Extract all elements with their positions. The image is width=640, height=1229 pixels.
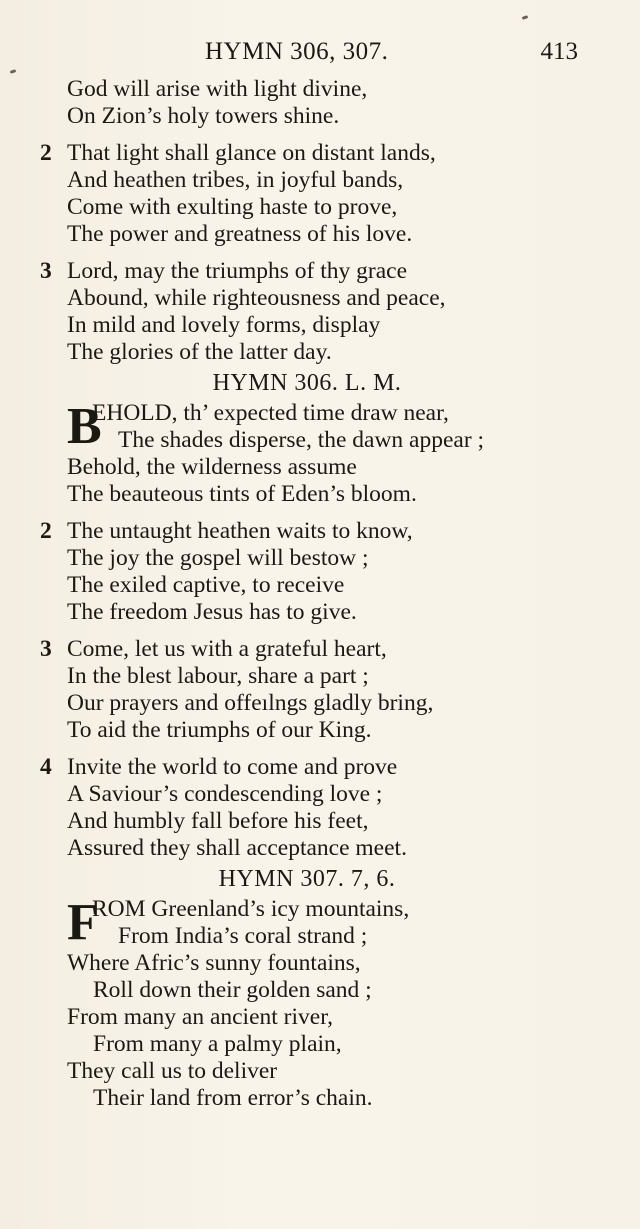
- verse-line: Come with exulting haste to prove,: [67, 194, 398, 220]
- verse: [40, 636, 600, 744]
- verse-line: On Zion’s holy towers shine.: [67, 103, 340, 129]
- verse-line: The freedom Jesus has to give.: [67, 599, 357, 625]
- verse: [40, 258, 600, 366]
- verse-line: The glories of the latter day.: [67, 339, 332, 365]
- verse-line: The power and greatness of his love.: [67, 221, 413, 247]
- verse-line: Lord, may the triumphs of thy grace: [67, 258, 408, 284]
- hymn-307: [40, 862, 600, 1112]
- verse-line: To aid the triumphs of our King.: [67, 717, 372, 743]
- hymn-306: [40, 366, 600, 862]
- verse-number: 2: [40, 518, 52, 544]
- verse-number: 4: [40, 754, 52, 780]
- verse-line: Our prayers and offeılngs gladly bring,: [67, 690, 434, 716]
- ink-mark: [10, 69, 17, 74]
- verse-number: 3: [40, 258, 52, 284]
- verse-line: From India’s coral strand ;: [118, 923, 368, 949]
- verse-line: The beauteous tints of Eden’s bloom.: [67, 481, 417, 507]
- verse-line: Invite the world to come and prove: [67, 754, 398, 780]
- running-title: HYMN 306, 307.: [205, 38, 389, 65]
- verse-number: 2: [40, 140, 52, 166]
- verse: [40, 518, 600, 626]
- hymn-title: HYMN 307. 7, 6.: [218, 866, 396, 892]
- verse-line: The exiled captive, to receive: [67, 572, 345, 598]
- page-content: [40, 76, 600, 1112]
- verse-line: The joy the gospel will bestow ;: [67, 545, 369, 571]
- verse-line: The shades disperse, the dawn appear ;: [118, 427, 485, 453]
- verse-line: They call us to deliver: [67, 1058, 278, 1084]
- verse-line: ROM Greenland’s icy mountains,: [92, 896, 410, 922]
- verse-line: Come, let us with a grateful heart,: [67, 636, 387, 662]
- verse-line: In the blest labour, share a part ;: [67, 663, 369, 689]
- verse-line: Assured they shall acceptance meet.: [67, 835, 407, 861]
- page-header: [0, 38, 640, 68]
- verse-line: Their land from error’s chain.: [93, 1085, 373, 1111]
- hymn-305-end: [40, 76, 600, 366]
- page-number: 413: [540, 38, 578, 65]
- hymn-title: HYMN 306. L. M.: [212, 370, 402, 396]
- verse-line: From many a palmy plain,: [93, 1031, 342, 1057]
- verse-line: Behold, the wilderness assume: [67, 454, 357, 480]
- verse-line: From many an ancient river,: [67, 1004, 333, 1030]
- verse-line: God will arise with light divine,: [67, 76, 368, 102]
- drop-cap: F: [67, 894, 99, 951]
- verse-line: The untaught heathen waits to know,: [67, 518, 413, 544]
- verse-line: And heathen tribes, in joyful bands,: [67, 167, 404, 193]
- verse: [40, 140, 600, 248]
- verse-line: Where Afric’s sunny fountains,: [67, 950, 361, 976]
- verse-line: In mild and lovely forms, display: [67, 312, 381, 338]
- verse-number: 3: [40, 636, 52, 662]
- verse-line: A Saviour’s condescending love ;: [67, 781, 383, 807]
- verse: [40, 754, 600, 862]
- verse-line: And humbly fall before his feet,: [67, 808, 369, 834]
- verse-line: That light shall glance on distant lands,: [67, 140, 436, 166]
- ink-mark: [522, 15, 529, 20]
- verse-line: Abound, while righteousness and peace,: [67, 285, 446, 311]
- verse-line: Roll down their golden sand ;: [93, 977, 372, 1003]
- drop-cap: B: [67, 398, 102, 455]
- verse-line: EHOLD, th’ expected time draw near,: [92, 400, 449, 426]
